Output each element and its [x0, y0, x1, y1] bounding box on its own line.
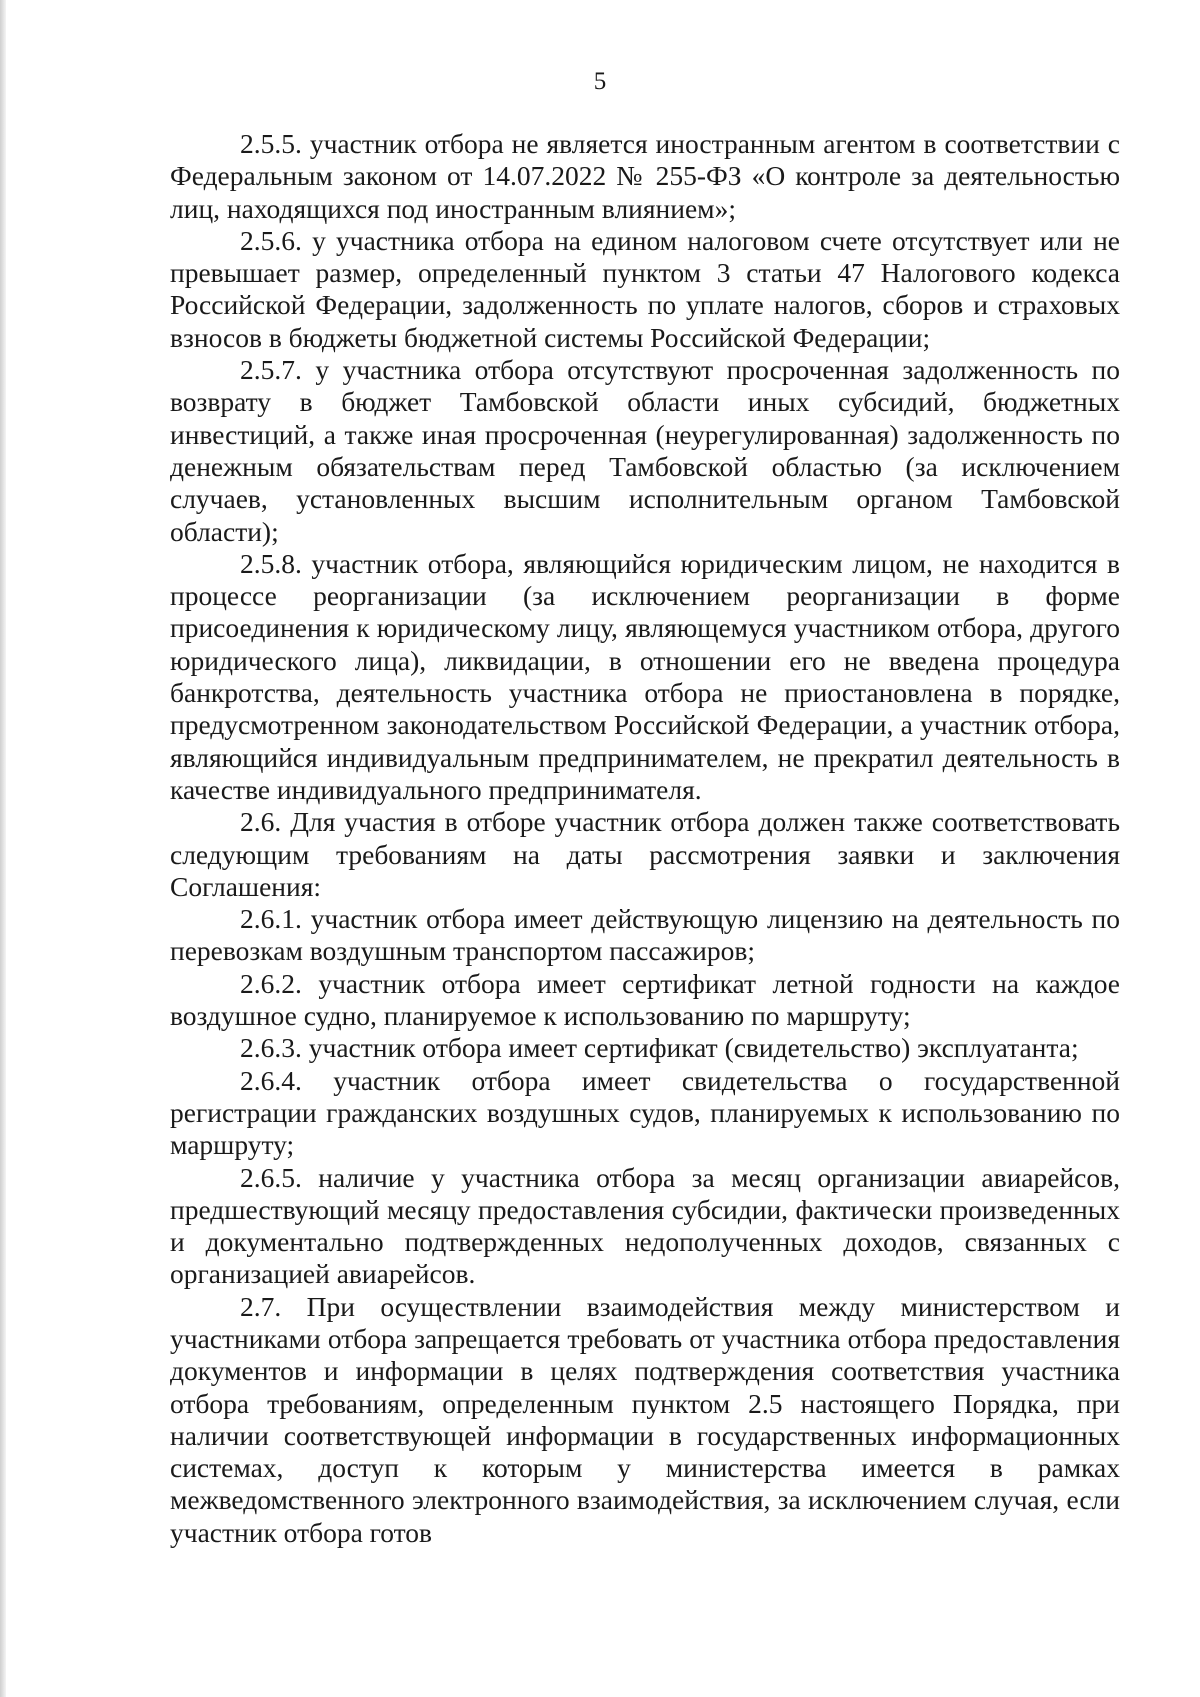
- paragraph-2-6-4: 2.6.4. участник отбора имеет свидетельства о государственной регистрации гражданских воздушных судов, планируемых к использованию по маршруту;: [170, 1064, 1120, 1161]
- paragraph-2-5-8: 2.5.8. участник отбора, являющийся юридическим лицом, не находится в процессе реорганизации (за исключением реорганизации в форме присоединения к юридическому лицу, являющемуся участником отбора, другого юридического лица), ликвидации, в отношении его не введена процедура банкротства, деятельность участника отбора не приостановлена в порядке, предусмотренном законодательством Российской Федерации, а участник отбора, являющийся индивидуальным предпринимателем, не прекратил деятельность в качестве индивидуального предпринимателя.: [170, 547, 1120, 805]
- paragraph-2-5-7: 2.5.7. у участника отбора отсутствуют просроченная задолженность по возврату в бюджет Тамбовской области иных субсидий, бюджетных инвестиций, а также иная просроченная (неурегулированная) задолженность по денежным обязательствам перед Тамбовской областью (за исключением случаев, установленных высшим исполнительным органом Тамбовской области);: [170, 354, 1120, 547]
- paragraph-2-6-1: 2.6.1. участник отбора имеет действующую лицензию на деятельность по перевозкам воздушным транспортом пассажиров;: [170, 903, 1120, 967]
- paragraph-2-6-5: 2.6.5. наличие у участника отбора за месяц организации авиарейсов, предшествующий месяцу предоставления субсидии, фактически произведенных и документально подтвержденных недополученных доходов, связанных с организацией авиарейсов.: [170, 1161, 1120, 1290]
- page-number: 5: [593, 68, 607, 95]
- paragraph-2-6-3: 2.6.3. участник отбора имеет сертификат (свидетельство) эксплуатанта;: [240, 1032, 1079, 1064]
- paragraph-2-5-5: 2.5.5. участник отбора не является иностранным агентом в соответствии с Федеральным законом от 14.07.2022 № 255-ФЗ «О контроле за деятельностью лиц, находящихся под иностранным влиянием»;: [170, 128, 1120, 224]
- paragraph-2-5-6: 2.5.6. у участника отбора на едином налоговом счете отсутствует или не превышает размер, определенный пунктом 3 статьи 47 Налогового кодекса Российской Федерации, задолженность по уплате налогов, сборов и страховых взносов в бюджеты бюджетной системы Российской Федерации;: [170, 224, 1120, 353]
- paragraph-2-7: 2.7. При осуществлении взаимодействия между министерством и участниками отбора запрещается требовать от участника отбора предоставления документов и информации в целях подтверждения соответствия участника отбора требованиям, определенным пунктом 2.5 настоящего Порядка, при наличии соответствующей информации в государственных информационных системах, доступ к которым у министерства имеется в рамках межведомственного электронного взаимодействия, за исключением случая, если участник отбора готов: [170, 1290, 1120, 1548]
- document-body: [170, 128, 1120, 1549]
- paragraph-2-6-2: 2.6.2. участник отбора имеет сертификат летной годности на каждое воздушное судно, планируемое к использованию по маршруту;: [170, 967, 1120, 1032]
- paragraph-2-6: 2.6. Для участия в отборе участник отбора должен также соответствовать следующим требованиям на даты рассмотрения заявки и заключения Соглашения:: [170, 806, 1120, 902]
